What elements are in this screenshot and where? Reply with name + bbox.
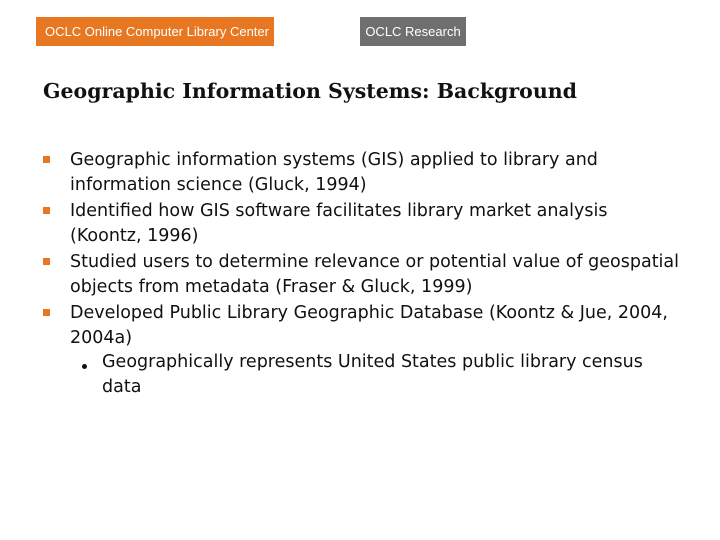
sub-bullet-text: Geographically represents United States public library census data	[102, 352, 643, 397]
square-bullet-icon	[43, 309, 50, 316]
square-bullet-icon	[43, 207, 50, 214]
square-bullet-icon	[43, 258, 50, 265]
bullet-item	[43, 148, 683, 197]
square-bullet-icon	[43, 156, 50, 163]
sub-bullet-item	[70, 350, 683, 399]
sub-bullet-list	[70, 350, 683, 399]
bullet-item	[43, 250, 683, 299]
round-bullet-icon	[82, 364, 87, 369]
bullet-item	[43, 199, 683, 248]
oclc-logo: OCLC Online Computer Library Center	[36, 17, 274, 46]
bullet-text: Studied users to determine relevance or potential value of geospatial objects from metadata (Fraser & Gluck, 1999)	[70, 252, 680, 297]
bullet-text: Geographic information systems (GIS) applied to library and information science (Gluck, 1994)	[70, 150, 598, 195]
bullet-text: Identified how GIS software facilitates library market analysis (Koontz, 1996)	[70, 201, 608, 246]
bullet-text: Developed Public Library Geographic Database (Koontz & Jue, 2004, 2004a)	[70, 303, 668, 348]
slide-title: Geographic Information Systems: Background	[43, 79, 577, 103]
bullet-list	[43, 148, 683, 401]
bullet-item	[43, 301, 683, 399]
oclc-research-logo: OCLC Research	[360, 17, 466, 46]
